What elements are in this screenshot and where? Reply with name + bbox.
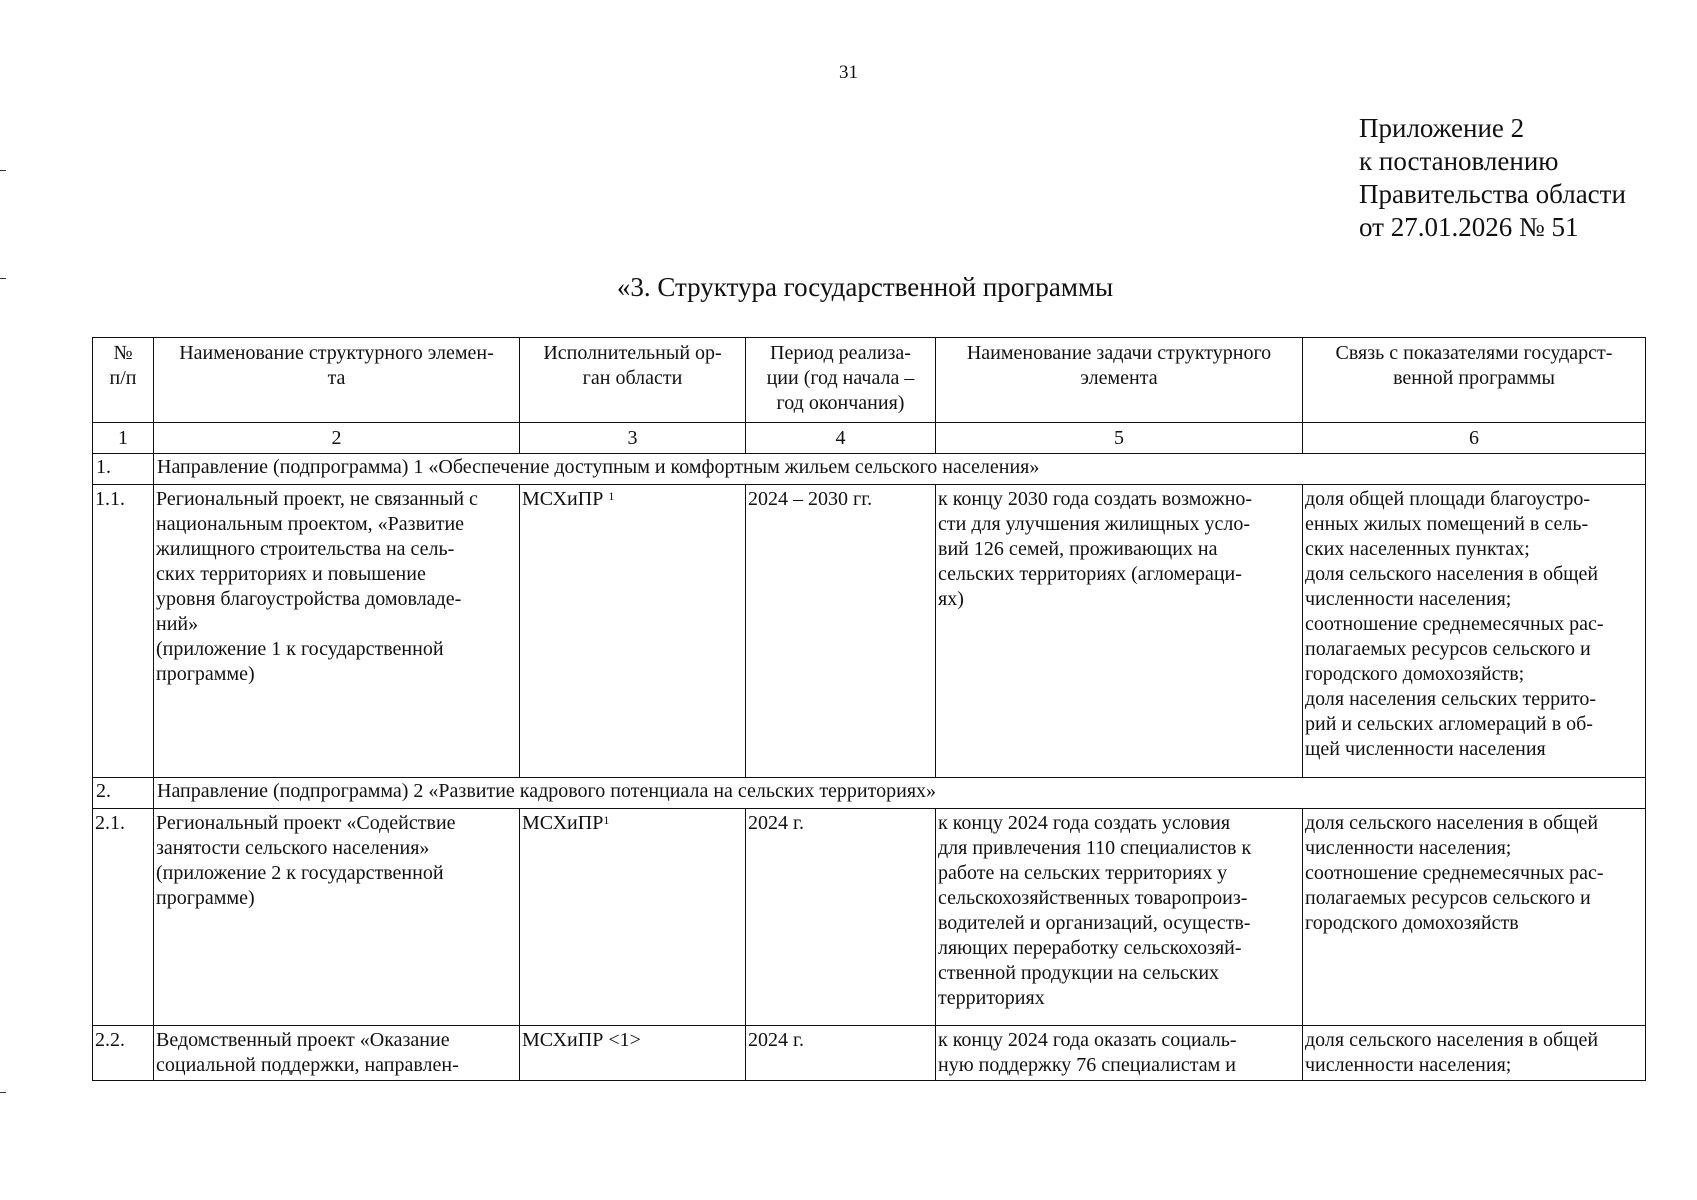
column-header-task: Наименование задачи структурного элемента — [936, 338, 1303, 423]
column-index: 1 — [93, 423, 154, 454]
column-index: 3 — [520, 423, 746, 454]
table-row — [93, 809, 1646, 1026]
footnote-mark: 1 — [603, 813, 610, 827]
row-number: 2.2. — [93, 1026, 154, 1081]
footnote-mark: 1 — [608, 489, 615, 503]
annex-line: Правительства области — [1359, 179, 1626, 209]
indicators-cell: доля общей площади благоустро- енных жилых помещений в сель- ских населенных пунктах; доля сельского населения в общей численности населения; соотношение среднемесячных рас- полагаемых ресурсов сельского и городского домохозяйств; доля населения сельских террито- рий и сельских агломераций в об- щей численности населения — [1303, 485, 1646, 778]
column-index-row — [93, 423, 1646, 454]
element-name-cell: Региональный проект «Содействие занятости сельского населения» (приложение 2 к государственной программе) — [154, 809, 520, 1026]
column-index: 2 — [154, 423, 520, 454]
column-index: 5 — [936, 423, 1303, 454]
period-cell: 2024 – 2030 гг. — [746, 485, 936, 778]
table-row — [93, 1026, 1646, 1081]
column-header-indicators: Связь с показателями государст- венной программы — [1303, 338, 1646, 423]
row-number: 1. — [93, 454, 154, 485]
annex-line: к постановлению — [1359, 146, 1559, 176]
indicators-cell: доля сельского населения в общей численности населения; — [1303, 1026, 1646, 1081]
executor-cell — [520, 809, 746, 1026]
executor-name: МСХиПР — [522, 812, 604, 834]
table-header-row — [93, 338, 1646, 423]
element-name-cell: Региональный проект, не связанный с национальным проектом, «Развитие жилищного строительства на сель- ских территориях и повышение уровня благоустройства домовладе- ний» (приложение 1 к государственной программе) — [154, 485, 520, 778]
column-header-element: Наименование структурного элемен- та — [154, 338, 520, 423]
period-cell: 2024 г. — [746, 809, 936, 1026]
direction-title: Направление (подпрограмма) 2 «Развитие кадрового потенциала на сельских территориях» — [154, 778, 1646, 809]
section-title: «3. Структура государственной программы — [616, 272, 1114, 302]
annex-date-line: от 27.01.2026 № 51 — [1359, 212, 1579, 242]
annex-block — [1359, 112, 1626, 244]
task-cell: к концу 2024 года оказать социаль- ную поддержку 76 специалистам и — [936, 1026, 1303, 1081]
row-number: 2.1. — [93, 809, 154, 1026]
program-structure-table — [92, 337, 1646, 1081]
margin-mark — [0, 1092, 6, 1093]
executor-cell — [520, 485, 746, 778]
task-cell: к концу 2024 года создать условия для привлечения 110 специалистов к работе на сельских территориях у сельскохозяйственных товаропроиз- водителей и организаций, осуществ- ляющих переработку сельскохозяй- ственной продукции на сельских территориях — [936, 809, 1303, 1026]
table-row — [93, 485, 1646, 778]
direction-title: Направление (подпрограмма) 1 «Обеспечение доступным и комфортным жильем сельского населения» — [154, 454, 1646, 485]
margin-mark — [0, 170, 6, 171]
element-name-cell: Ведомственный проект «Оказание социальной поддержки, направлен- — [154, 1026, 520, 1081]
column-index: 6 — [1303, 423, 1646, 454]
direction-row — [93, 778, 1646, 809]
indicators-cell: доля сельского населения в общей численности населения; соотношение среднемесячных рас- полагаемых ресурсов сельского и городского домохозяйств — [1303, 809, 1646, 1026]
row-number: 2. — [93, 778, 154, 809]
direction-row — [93, 454, 1646, 485]
task-cell: к концу 2030 года создать возможно- сти для улучшения жилищных усло- вий 126 семей, проживающих на сельских территориях (агломераци- ях) — [936, 485, 1303, 778]
executor-name: МСХиПР — [522, 488, 604, 510]
column-index: 4 — [746, 423, 936, 454]
page-number: 31 — [839, 62, 858, 83]
column-header-period: Период реализа- ции (год начала – год окончания) — [746, 338, 936, 423]
annex-line: Приложение 2 — [1359, 113, 1525, 143]
row-number: 1.1. — [93, 485, 154, 778]
executor-cell: МСХиПР <1> — [520, 1026, 746, 1081]
column-header-number: № п/п — [93, 338, 154, 423]
column-header-executor: Исполнительный ор- ган области — [520, 338, 746, 423]
period-cell: 2024 г. — [746, 1026, 936, 1081]
